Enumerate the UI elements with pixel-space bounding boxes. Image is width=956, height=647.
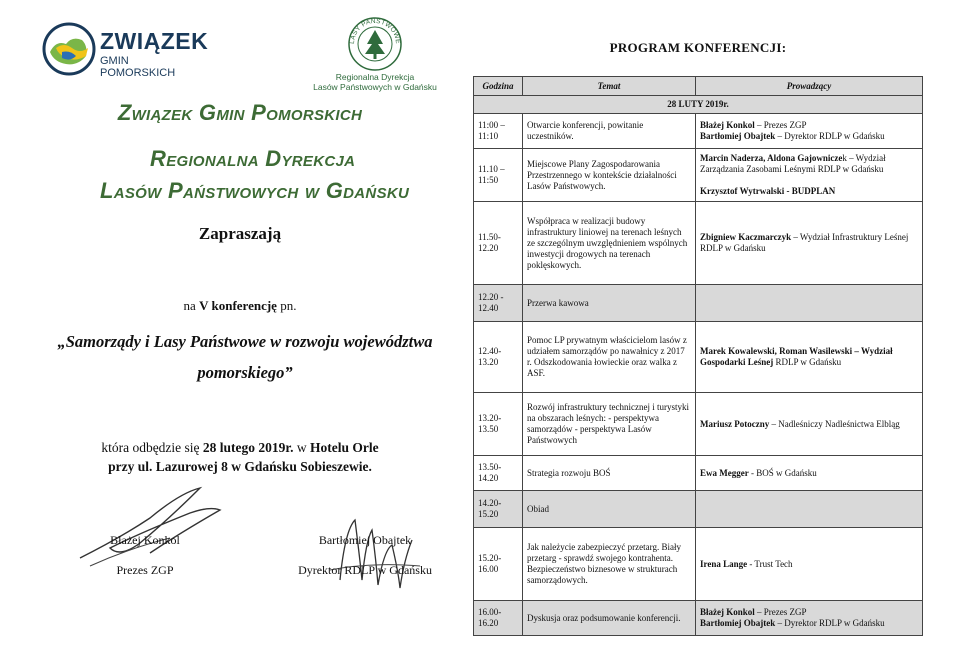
when-date: 28 lutego 2019r. <box>202 440 294 455</box>
speaker-role: – Prezes ZGP <box>754 120 807 130</box>
row-time: 11:00 – 11:10 <box>474 114 523 149</box>
speaker-role: - Trust Tech <box>747 558 793 569</box>
speaker-name: Bartłomiej Obajtek <box>700 131 776 141</box>
row-topic: Jak należycie zabezpieczyć przetarg. Biały przetarg - sprawdź swojego kontrahenta. Bezpieczeństwo biznesowe w strukturach samorządowych. <box>523 528 696 601</box>
speaker-role: k – Wydział Zarządzania Zasobami Leśnymi RDLP w Gdańsku <box>700 153 886 174</box>
speaker-role: – Nadleśniczy Nadleśnictwa Elbląg <box>769 418 900 429</box>
row-topic: Strategia rozwoju BOŚ <box>523 456 696 491</box>
row-speaker <box>696 114 923 149</box>
speaker-name: Błażej Konkol <box>700 607 755 617</box>
table-row <box>474 456 923 491</box>
speaker-line <box>700 419 918 430</box>
row-speaker <box>696 285 923 322</box>
row-speaker <box>696 528 923 601</box>
org2-heading-line2: Lasów Państwowych w Gdańsku <box>100 178 410 203</box>
signature1-role: Prezes ZGP <box>116 563 174 577</box>
zgp-logo <box>42 22 209 79</box>
invite-post: pn. <box>276 298 297 313</box>
row-time: 12.40- 13.20 <box>474 322 523 393</box>
rdlp-logo <box>305 16 445 92</box>
speaker-name: Marek Kowalewski, Roman Wasilewski – Wydział Gospodarki Leśnej <box>700 346 893 367</box>
speaker-line <box>700 153 918 175</box>
row-speaker <box>696 322 923 393</box>
speaker-line <box>700 175 918 186</box>
row-topic: Dyskusja oraz podsumowanie konferencji. <box>523 601 696 636</box>
speaker-role: – Dyrektor RDLP w Gdańsku <box>775 618 885 628</box>
rdlp-logo-line1: Regionalna Dyrekcja <box>335 72 415 82</box>
row-speaker <box>696 456 923 491</box>
table-row <box>474 114 923 149</box>
row-topic: Współpraca w realizacji budowy infrastruktury liniowej na terenach leśnych ze szczególnym uwzględnieniem wspólnych inwestycji drogowych na terenach poklęskowych. <box>523 202 696 285</box>
rdlp-logo-line2: Lasów Państwowych w Gdańsku <box>313 82 437 92</box>
invite-bold: V konferencję <box>199 298 277 313</box>
speaker-name: Krzysztof Wytrwalski - BUDPLAN <box>700 186 836 196</box>
speaker-line <box>700 186 918 197</box>
invite-heading: Zapraszają <box>198 224 282 243</box>
where-line: przy ul. Lazurowej 8 w Gdańsku Sobieszewie. <box>108 459 372 474</box>
program-table <box>473 76 923 636</box>
rdlp-seal-text: LASY PAŃSTWOWE <box>348 17 402 45</box>
zgp-logo-line1: ZWIĄZEK <box>100 28 209 54</box>
signature2-role: Dyrektor RDLP w Gdańsku <box>298 563 432 577</box>
speaker-line <box>700 120 918 131</box>
table-row <box>474 149 923 202</box>
speaker-line <box>700 607 918 618</box>
speaker-role: RDLP w Gdańsku <box>773 357 842 367</box>
speaker-name: Błażej Konkol <box>700 120 755 130</box>
signature-obajtek-icon <box>300 500 450 600</box>
row-speaker <box>696 149 923 202</box>
speaker-line <box>700 559 918 570</box>
header-speaker: Prowadzący <box>696 77 923 96</box>
speaker-name: Mariusz Potoczny <box>700 418 770 429</box>
speaker-line <box>700 131 918 142</box>
row-topic: Pomoc LP prywatnym właścicielom lasów z udziałem samorządów po nawałnicy z 2017 r. Odszkodowania łowieckie oraz walka z ASF. <box>523 322 696 393</box>
speaker-role: - BOŚ w Gdańsku <box>748 467 817 478</box>
org1-heading: Związek Gmin Pomorskich <box>117 100 363 125</box>
when-pre: która odbędzie się <box>101 440 203 455</box>
org2-heading-line1: Regionalna Dyrekcja <box>150 146 356 171</box>
row-time: 11.50- 12.20 <box>474 202 523 285</box>
invite-line <box>0 298 480 314</box>
row-time: 11.10 – 11:50 <box>474 149 523 202</box>
row-topic: Obiad <box>523 491 696 528</box>
when-mid: w <box>293 440 311 455</box>
row-speaker <box>696 601 923 636</box>
speaker-name: Zbigniew Kaczmarczyk <box>700 232 792 242</box>
row-topic: Przerwa kawowa <box>523 285 696 322</box>
signature2-name: Bartłomiej Obajtek <box>318 533 412 547</box>
date-row <box>474 96 923 114</box>
program-header-row <box>474 77 923 96</box>
signature1-name: Błażej Konkol <box>110 533 180 547</box>
invite-pre: na <box>183 298 200 313</box>
speaker-line <box>700 618 918 629</box>
speaker-name: Ewa Megger <box>700 467 749 478</box>
when-line <box>0 440 480 456</box>
table-row <box>474 202 923 285</box>
table-row <box>474 322 923 393</box>
row-topic: Miejscowe Plany Zagospodarowania Przestrzennego w kontekście działalności Lasów Państwowych. <box>523 149 696 202</box>
zgp-logo-line2: GMIN POMORSKICH <box>100 55 176 79</box>
row-speaker <box>696 491 923 528</box>
speaker-name: Irena Lange <box>700 558 748 569</box>
table-row <box>474 393 923 456</box>
rdlp-seal-lettering <box>347 16 403 72</box>
speaker-name: Bartłomiej Obajtek <box>700 618 776 628</box>
speaker-line <box>700 346 918 368</box>
row-time: 14.20- 15.20 <box>474 491 523 528</box>
speaker-role: – Dyrektor RDLP w Gdańsku <box>775 131 885 141</box>
row-topic: Otwarcie konferencji, powitanie uczestników. <box>523 114 696 149</box>
row-time: 12.20 - 12.40 <box>474 285 523 322</box>
row-speaker <box>696 202 923 285</box>
zgp-emblem-icon <box>42 22 98 78</box>
date-cell: 28 LUTY 2019r. <box>474 96 923 114</box>
header-time: Godzina <box>474 77 523 96</box>
table-row <box>474 601 923 636</box>
speaker-line <box>700 232 918 254</box>
table-row <box>474 285 923 322</box>
speaker-role: – Wydział Infrastruktury Leśnej RDLP w Gdańsku <box>700 232 909 253</box>
speaker-name: Marcin Naderza, Aldona Gajownicze <box>700 153 843 163</box>
header-topic: Temat <box>523 77 696 96</box>
row-speaker <box>696 393 923 456</box>
table-row <box>474 528 923 601</box>
conference-title: „Samorządy i Lasy Państwowe w rozwoju województwa pomorskiego” <box>57 332 433 382</box>
row-time: 13.20- 13.50 <box>474 393 523 456</box>
row-topic: Rozwój infrastruktury technicznej i turystyki na obszarach leśnych: - perspektywa samorządów - perspektywa Lasów Państwowych <box>523 393 696 456</box>
row-time: 13.50- 14.20 <box>474 456 523 491</box>
when-hotel: Hotelu Orle <box>310 440 379 455</box>
table-row <box>474 491 923 528</box>
speaker-line <box>700 468 918 479</box>
svg-text:LASY PAŃSTWOWE <box>349 16 401 45</box>
speaker-role: – Prezes ZGP <box>754 607 807 617</box>
row-time: 16.00- 16.20 <box>474 601 523 636</box>
program-title: PROGRAM KONFERENCJI: <box>609 40 787 55</box>
row-time: 15.20- 16.00 <box>474 528 523 601</box>
